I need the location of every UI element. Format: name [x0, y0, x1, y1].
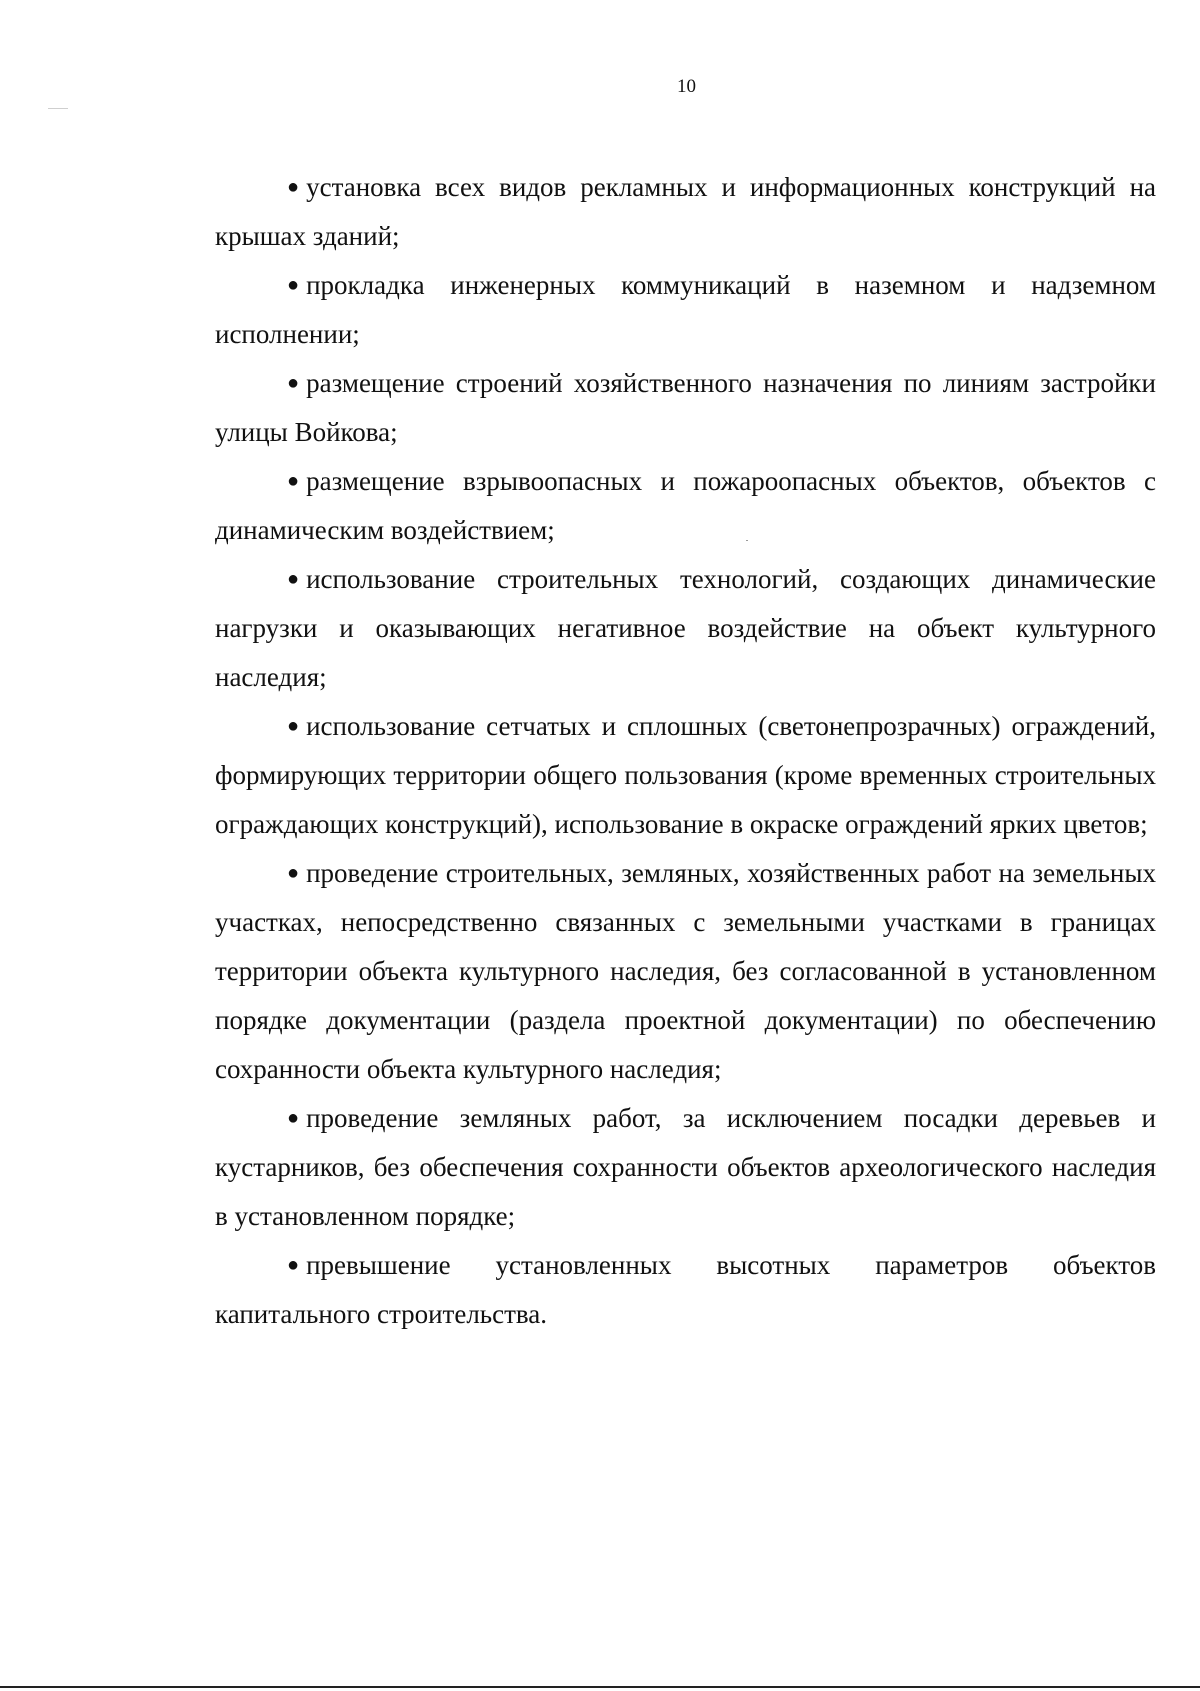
list-item-text: использование строительных технологий, создающих динамические нагрузки и оказывающих негативное воздействие на объект культурного наследия;: [215, 564, 1156, 692]
list-item-text: размещение строений хозяйственного назначения по линиям застройки улицы Войкова;: [215, 368, 1156, 447]
bullet-icon: ●: [287, 568, 300, 590]
list-item-text: размещение взрывоопасных и пожароопасных объектов, объектов с динамическим воздействием;: [215, 466, 1156, 545]
bullet-icon: ●: [287, 274, 300, 296]
list-item-text: прокладка инженерных коммуникаций в наземном и надземном исполнении;: [215, 270, 1156, 349]
list-item: [215, 163, 1156, 261]
bullet-icon: ●: [287, 176, 300, 198]
page-bottom-rule: [0, 1686, 1200, 1688]
page-number: 10: [677, 76, 696, 97]
bullet-icon: ●: [287, 1107, 300, 1129]
list-item: [215, 1094, 1156, 1241]
list-item: [215, 359, 1156, 457]
list-item: [215, 849, 1156, 1094]
list-item: [215, 555, 1156, 702]
bullet-icon: ●: [287, 715, 300, 737]
list-item-text: превышение установленных высотных параметров объектов капитального строительства.: [215, 1250, 1156, 1329]
bullet-icon: ●: [287, 1254, 300, 1276]
list-item-text: проведение земляных работ, за исключением посадки деревьев и кустарников, без обеспечения сохранности объектов археологического наследия в установленном порядке;: [215, 1103, 1156, 1231]
bullet-icon: ●: [287, 470, 300, 492]
bullet-icon: ●: [287, 372, 300, 394]
list-item: [215, 702, 1156, 849]
list-item-text: проведение строительных, земляных, хозяйственных работ на земельных участках, непосредственно связанных с земельными участками в границах территории объекта культурного наследия, без согласованной в установленном порядке документации (раздела проектной документации) по обеспечению сохранности объекта культурного наследия;: [215, 858, 1156, 1084]
restrictions-list: [215, 163, 1156, 1339]
bullet-icon: ●: [287, 862, 300, 884]
list-item-text: использование сетчатых и сплошных (светонепрозрачных) ограждений, формирующих территории общего пользования (кроме временных строительных ограждающих конструкций), использование в окраске ограждений ярких цветов;: [215, 711, 1156, 839]
scan-artifact-mark: [48, 108, 68, 109]
list-item: [215, 457, 1156, 555]
list-item-text: установка всех видов рекламных и информационных конструкций на крышах зданий;: [215, 172, 1156, 251]
list-item: [215, 1241, 1156, 1339]
list-item: [215, 261, 1156, 359]
